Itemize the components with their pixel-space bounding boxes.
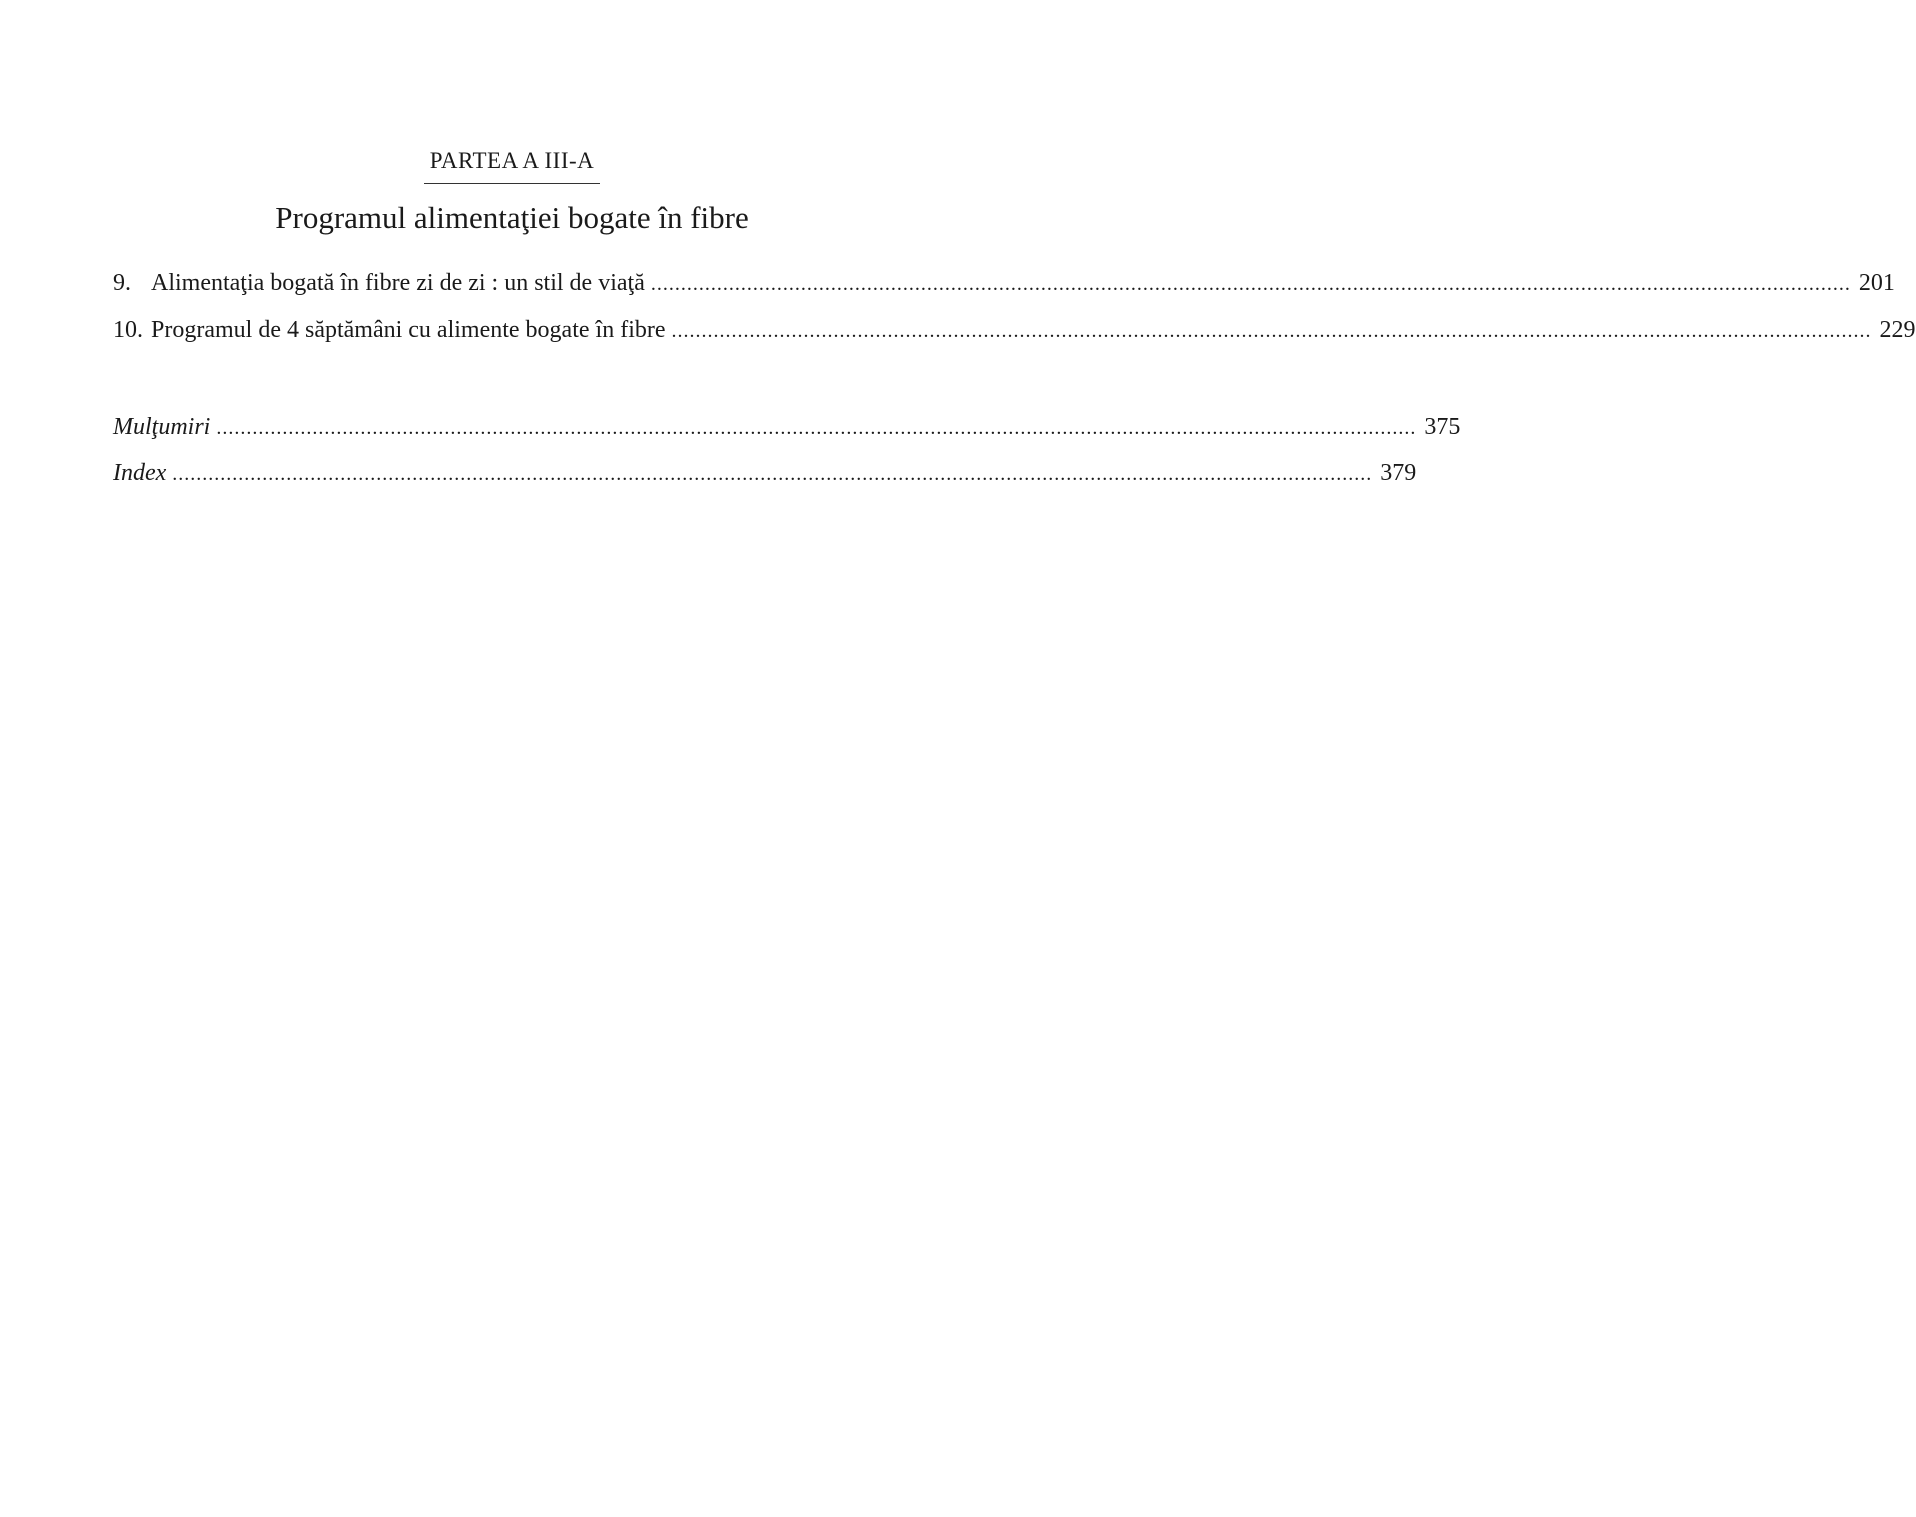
toc-entry-page: 201	[1858, 270, 1895, 296]
toc-entry-page: 229	[1879, 317, 1916, 343]
toc-entry-page: 379	[1380, 460, 1417, 486]
part-heading: PARTEA A III-A	[429, 148, 595, 173]
toc-entry-title: Alimentaţia bogată în fibre zi de zi : un stil de viaţă	[151, 270, 645, 296]
toc-entry-page: 375	[1424, 414, 1461, 440]
toc-entry-title: Programul de 4 săptămâni cu alimente bogate în fibre	[151, 317, 666, 343]
toc-entry-number: 10.	[113, 317, 143, 343]
toc-entry-chapter-10[interactable]	[113, 315, 1916, 346]
part-title: Programul alimentaţiei bogate în fibre	[275, 200, 749, 235]
toc-dot-leader: ........................................................................................................................................................................................................	[671, 320, 1872, 342]
toc-entry-index[interactable]	[113, 458, 1417, 489]
toc-dot-leader: ........................................................................................................................................................................................................	[216, 417, 1417, 439]
toc-entry-number: 9.	[113, 270, 131, 296]
toc-entry-chapter-9[interactable]	[113, 268, 1895, 299]
toc-entry-title: Mulţumiri	[113, 414, 211, 440]
toc-entry-title: Index	[113, 460, 167, 486]
toc-dot-leader: ........................................................................................................................................................................................................	[172, 463, 1373, 485]
part-heading-rule	[424, 183, 600, 184]
toc-dot-leader: ........................................................................................................................................................................................................	[650, 273, 1851, 295]
toc-entry-acknowledgements[interactable]	[113, 412, 1461, 443]
